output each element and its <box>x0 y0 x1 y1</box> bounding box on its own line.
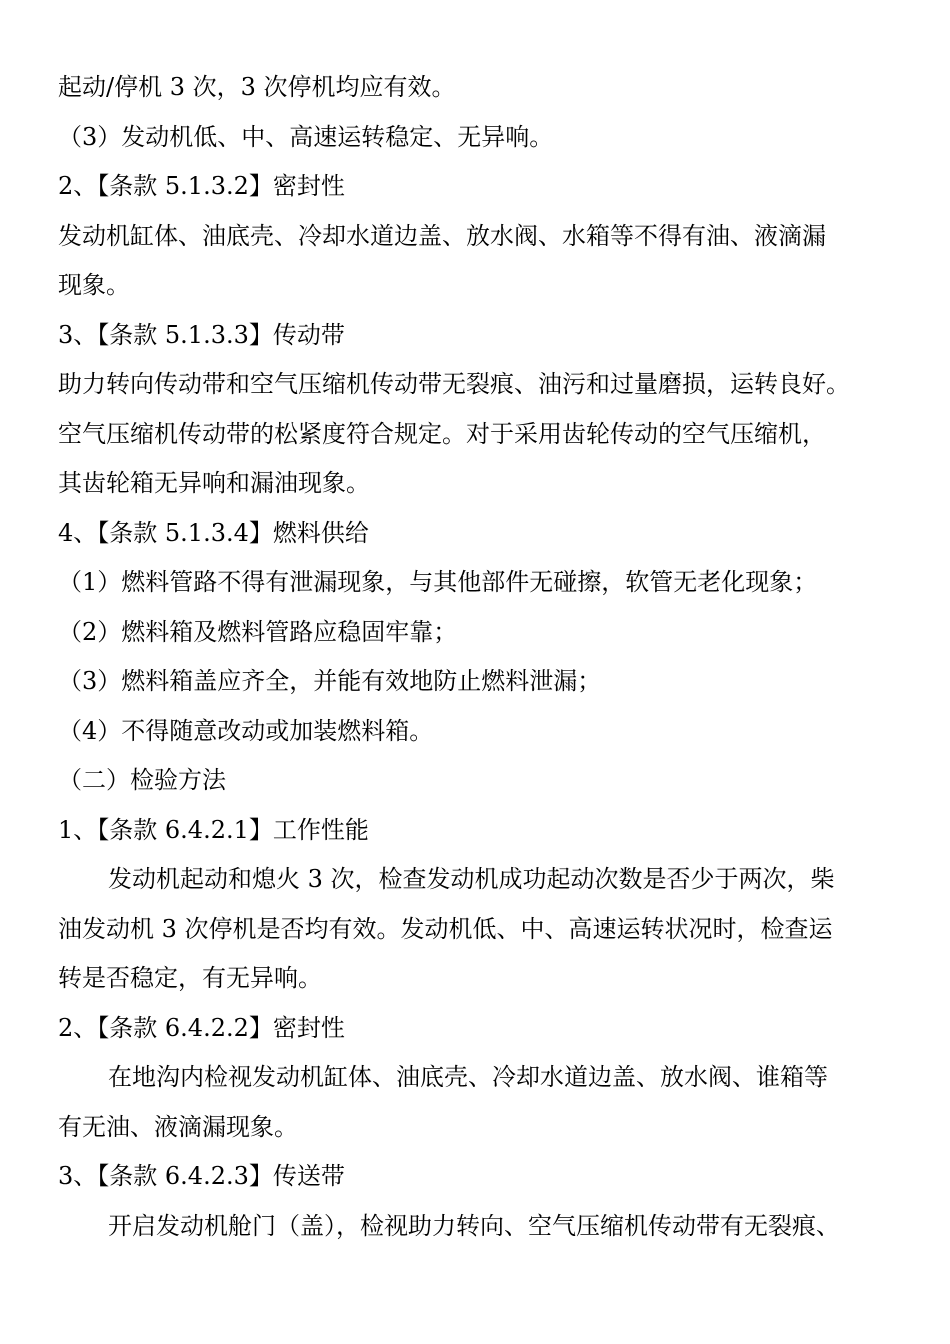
section-heading: 2、【条款 5.1.3.2】密封性 <box>58 172 345 200</box>
list-item: （3）发动机低、中、高速运转稳定、无异响。 <box>58 122 554 151</box>
list-item: （1）燃料管路不得有泄漏现象，与其他部件无碰擦，软管无老化现象； <box>58 568 818 596</box>
text-line: 发动机缸体、油底壳、冷却水道边盖、放水阀、水箱等不得有油、液滴漏 <box>58 221 826 250</box>
paragraph-line: 有无油、液滴漏现象。 <box>58 1112 298 1141</box>
text-line: 其齿轮箱无异响和漏油现象。 <box>58 469 370 497</box>
list-item: （4）不得随意改动或加装燃料箱。 <box>58 716 434 745</box>
text-line: 空气压缩机传动带的松紧度符合规定。对于采用齿轮传动的空气压缩机， <box>58 419 826 448</box>
section-heading: 1、【条款 6.4.2.1】工作性能 <box>58 815 369 844</box>
list-item: （3）燃料箱盖应齐全，并能有效地防止燃料泄漏； <box>58 667 602 695</box>
text-line: 起动/停机 3 次，3 次停机均应有效。 <box>58 73 456 101</box>
text-line: 助力转向传动带和空气压缩机传动带无裂痕、油污和过量磨损，运转良好。 <box>58 370 850 398</box>
subsection-heading: （二）检验方法 <box>58 766 226 794</box>
section-heading: 3、【条款 6.4.2.3】传送带 <box>58 1162 345 1190</box>
section-heading: 3、【条款 5.1.3.3】传动带 <box>58 320 345 349</box>
text-line: 现象。 <box>58 271 130 299</box>
document-page <box>58 63 898 1251</box>
section-heading: 2、【条款 6.4.2.2】密封性 <box>58 1013 345 1042</box>
paragraph-line: 在地沟内检视发动机缸体、油底壳、冷却水道边盖、放水阀、谁箱等 <box>108 1063 828 1091</box>
section-heading: 4、【条款 5.1.3.4】燃料供给 <box>58 518 369 547</box>
list-item: （2）燃料箱及燃料管路应稳固牢靠； <box>58 617 458 646</box>
paragraph-line: 转是否稳定，有无异响。 <box>58 964 322 992</box>
paragraph-line: 油发动机 3 次停机是否均有效。发动机低、中、高速运转状况时，检查运 <box>58 914 833 943</box>
paragraph-line: 开启发动机舱门（盖），检视助力转向、空气压缩机传动带有无裂痕、 <box>108 1211 840 1240</box>
paragraph-line: 发动机起动和熄火 3 次，检查发动机成功起动次数是否少于两次，柴 <box>108 865 835 893</box>
